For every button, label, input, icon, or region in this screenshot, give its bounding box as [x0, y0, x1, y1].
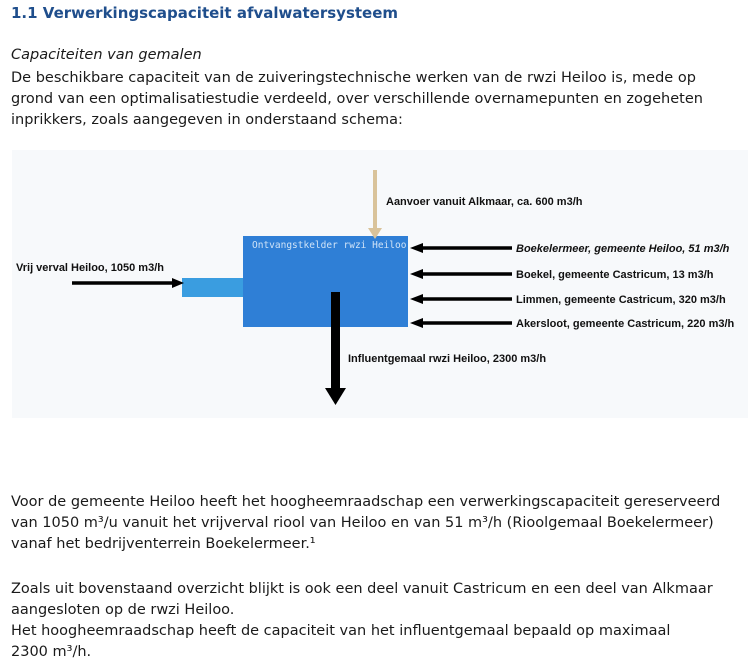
schema-svg: [12, 150, 748, 418]
akersloot-label: Akersloot, gemeente Castricum, 220 m3/h: [516, 318, 735, 330]
boekelermeer-label: Boekelermeer, gemeente Heiloo, 51 m3/h: [516, 243, 730, 255]
inlet-channel: [182, 278, 248, 297]
influent-output-label: Influentgemaal rwzi Heiloo, 2300 m3/h: [348, 353, 547, 365]
reservation-paragraph: [11, 492, 751, 555]
subheading: Capaciteiten van gemalen: [11, 47, 202, 63]
paragraph-line: Zoals uit bovenstaand overzicht blijkt is ook een deel vanuit Castricum en een deel van Alkmaar: [11, 581, 713, 597]
intro-paragraph: [11, 68, 751, 131]
intro-line: De beschikbare capaciteit van de zuiveringstechnische werken van de rwzi Heiloo is, mede op: [11, 70, 696, 86]
intro-line: inprikkers, zoals aangegeven in onderstaand schema:: [11, 112, 403, 128]
paragraph-line: 2300 m³/h.: [11, 644, 92, 660]
paragraph-line: aangesloten op de rwzi Heiloo.: [11, 602, 235, 618]
paragraph-line: Voor de gemeente Heiloo heeft het hoogheemraadschap een verwerkingscapaciteit gereserveerd: [11, 494, 721, 510]
boekel-label: Boekel, gemeente Castricum, 13 m3/h: [516, 269, 714, 281]
intro-line: grond van een optimalisatiestudie verdeeld, over verschillende overnamepunten en zogeheten: [11, 91, 703, 107]
influent-arrow-shaft: [331, 292, 340, 392]
boekel-arrowhead: [410, 269, 423, 279]
paragraph-line: vanaf het bedrijventerrein Boekelermeer.¹: [11, 536, 316, 552]
boekelermeer-arrowhead: [410, 243, 423, 253]
section-heading: 1.1 Verwerkingscapaciteit afvalwatersysteem: [11, 4, 399, 22]
vrij-verval-label: Vrij verval Heiloo, 1050 m3/h: [16, 262, 164, 274]
paragraph-line: Het hoogheemraadschap heeft de capaciteit van het influentgemaal bepaald op maximaal: [11, 623, 671, 639]
limmen-arrowhead: [410, 294, 423, 304]
akersloot-arrowhead: [410, 318, 423, 328]
connection-paragraph: [11, 579, 751, 663]
influent-arrowhead: [325, 388, 346, 405]
limmen-label: Limmen, gemeente Castricum, 320 m3/h: [516, 294, 726, 306]
alkmaar-input-label: Aanvoer vanuit Alkmaar, ca. 600 m3/h: [386, 196, 583, 208]
paragraph-line: van 1050 m³/u vanuit het vrijverval riool van Heiloo en van 51 m³/h (Rioolgemaal Boekelermeer): [11, 515, 714, 531]
receiving-basin-label: Ontvangstkelder rwzi Heiloo: [252, 240, 407, 251]
capacity-schema-diagram: [12, 150, 748, 418]
